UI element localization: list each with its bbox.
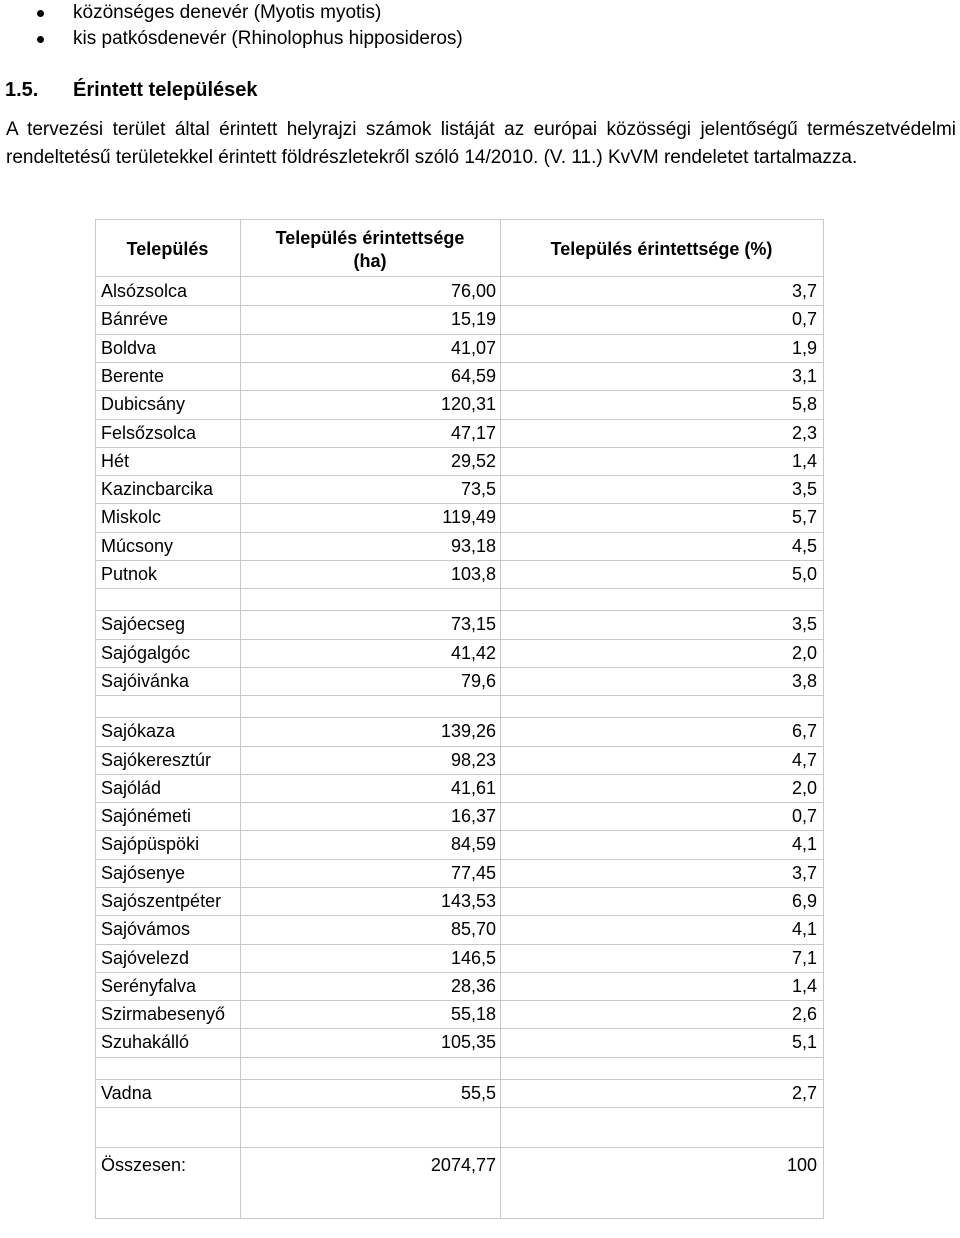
cell-area-pct: 5,8 [791, 394, 817, 414]
bullet-item [0, 26, 960, 52]
cell-area-ha: 84,59 [450, 834, 496, 854]
cell-area-pct: 3,1 [791, 366, 817, 386]
grid-line [95, 1057, 824, 1058]
cell-area-ha: 85,70 [450, 919, 496, 939]
cell-area-pct: 0,7 [791, 806, 817, 826]
cell-settlement: Miskolc [101, 507, 162, 527]
cell-area-ha: 143,53 [440, 891, 496, 911]
cell-settlement: Sajólád [101, 778, 162, 798]
grid-line [95, 1147, 824, 1148]
header-ha: Település érintettsége (ha) [275, 228, 465, 271]
cell-area-ha: 64,59 [450, 366, 496, 386]
cell-area-pct: 3,5 [791, 479, 817, 499]
grid-line [95, 560, 824, 561]
cell-area-ha: 73,5 [460, 479, 496, 499]
grid-line [95, 887, 824, 888]
cell-area-ha: 105,35 [440, 1032, 496, 1052]
bullet-dot-icon [37, 36, 44, 43]
total-cell-area-ha: 2074,77 [430, 1155, 496, 1175]
grid-line [95, 447, 824, 448]
cell-settlement: Vadna [101, 1083, 152, 1103]
cell-settlement: Bánréve [101, 309, 169, 329]
cell-area-pct: 7,1 [791, 948, 817, 968]
grid-line [95, 639, 824, 640]
grid-line [95, 532, 824, 533]
grid-line [95, 972, 824, 973]
grid-line [95, 588, 824, 589]
grid-line [95, 915, 824, 916]
header-pct: Település érintettsége (%) [550, 239, 773, 259]
cell-area-ha: 120,31 [440, 394, 496, 414]
grid-line [95, 419, 824, 420]
grid-line [95, 802, 824, 803]
grid-line [95, 1079, 824, 1080]
grid-line [95, 859, 824, 860]
cell-area-pct: 2,0 [791, 643, 817, 663]
cell-area-pct: 5,7 [791, 507, 817, 527]
cell-area-pct: 4,1 [791, 834, 817, 854]
grid-line [95, 695, 824, 696]
cell-settlement: Serényfalva [101, 976, 197, 996]
cell-settlement: Sajószentpéter [101, 891, 222, 911]
cell-area-ha: 79,6 [460, 671, 496, 691]
cell-area-ha: 55,18 [450, 1004, 496, 1024]
cell-settlement: Sajópüspöki [101, 834, 200, 854]
cell-area-ha: 139,26 [440, 721, 496, 741]
settlements-table [95, 219, 824, 1219]
cell-area-pct: 4,1 [791, 919, 817, 939]
cell-area-pct: 6,9 [791, 891, 817, 911]
cell-area-ha: 98,23 [450, 750, 496, 770]
cell-settlement: Sajónémeti [101, 806, 192, 826]
cell-area-pct: 2,0 [791, 778, 817, 798]
cell-area-ha: 47,17 [450, 423, 496, 443]
cell-area-ha: 93,18 [450, 536, 496, 556]
cell-settlement: Múcsony [101, 536, 174, 556]
grid-line [95, 1000, 824, 1001]
cell-settlement: Sajóivánka [101, 671, 190, 691]
cell-area-pct: 3,8 [791, 671, 817, 691]
bullet-dot-icon [37, 10, 44, 17]
grid-line [95, 717, 824, 718]
grid-line [95, 746, 824, 747]
cell-area-ha: 28,36 [450, 976, 496, 996]
cell-settlement: Sajógalgóc [101, 643, 191, 663]
cell-settlement: Sajókeresztúr [101, 750, 212, 770]
cell-area-ha: 103,8 [450, 564, 496, 584]
cell-area-pct: 1,4 [791, 451, 817, 471]
grid-line [95, 944, 824, 945]
cell-area-ha: 16,37 [450, 806, 496, 826]
cell-area-pct: 2,6 [791, 1004, 817, 1024]
grid-line [95, 219, 96, 1219]
grid-line [500, 219, 501, 1219]
grid-line [95, 503, 824, 504]
bullet-item [0, 0, 960, 26]
cell-area-pct: 3,7 [791, 863, 817, 883]
grid-line [95, 390, 824, 391]
cell-settlement: Boldva [101, 338, 157, 358]
cell-settlement: Dubicsány [101, 394, 186, 414]
cell-area-pct: 4,7 [791, 750, 817, 770]
total-cell-area-pct: 100 [786, 1155, 817, 1175]
cell-settlement: Sajókaza [101, 721, 176, 741]
cell-area-ha: 146,5 [450, 948, 496, 968]
cell-area-ha: 41,61 [450, 778, 496, 798]
cell-settlement: Sajóvelezd [101, 948, 190, 968]
cell-area-pct: 1,4 [791, 976, 817, 996]
cell-area-ha: 41,07 [450, 338, 496, 358]
cell-settlement: Sajóvámos [101, 919, 191, 939]
grid-line [95, 667, 824, 668]
grid-line [95, 774, 824, 775]
cell-area-ha: 55,5 [460, 1083, 496, 1103]
bullet-text: kis patkósdenevér (Rhinolophus hipposideros) [73, 28, 463, 49]
cell-area-pct: 5,1 [791, 1032, 817, 1052]
cell-settlement: Sajóecseg [101, 614, 186, 634]
cell-area-ha: 119,49 [442, 507, 496, 527]
cell-area-ha: 15,19 [450, 309, 496, 329]
cell-settlement: Szuhakálló [101, 1032, 190, 1052]
cell-settlement: Putnok [101, 564, 158, 584]
grid-line [95, 830, 824, 831]
header-name: Település [126, 239, 209, 259]
grid-line [95, 475, 824, 476]
section-number: 1.5. [5, 79, 39, 101]
cell-settlement: Alsózsolca [101, 281, 188, 301]
grid-line [95, 219, 824, 220]
total-cell-settlement: Összesen: [101, 1155, 187, 1175]
grid-line [95, 305, 824, 306]
cell-area-pct: 4,5 [791, 536, 817, 556]
cell-area-pct: 3,5 [791, 614, 817, 634]
cell-area-pct: 1,9 [791, 338, 817, 358]
cell-area-pct: 3,7 [791, 281, 817, 301]
cell-area-ha: 77,45 [450, 863, 496, 883]
cell-settlement: Berente [101, 366, 165, 386]
grid-line [95, 334, 824, 335]
cell-area-ha: 41,42 [450, 643, 496, 663]
cell-settlement: Szirmabesenyő [101, 1004, 226, 1024]
cell-settlement: Sajósenye [101, 863, 186, 883]
cell-area-ha: 29,52 [450, 451, 496, 471]
grid-line [95, 1028, 824, 1029]
cell-area-pct: 2,3 [791, 423, 817, 443]
cell-area-pct: 5,0 [791, 564, 817, 584]
grid-line [95, 1107, 824, 1108]
grid-line [95, 610, 824, 611]
section-title: Érintett települések [73, 79, 258, 101]
grid-line [823, 219, 824, 1219]
grid-line [95, 362, 824, 363]
intro-paragraph: A tervezési terület által érintett helyrajzi számok listáját az európai közösségi jelentőségű természetvédelmi rendeltetésű területekkel érintett földrészletekről szóló 14/2010. (V. 11.) KvVM rendeletet tartalmazza. [6, 119, 956, 168]
bullet-text: közönséges denevér (Myotis myotis) [73, 2, 382, 23]
grid-line [240, 219, 241, 1219]
cell-settlement: Felsőzsolca [101, 423, 197, 443]
cell-settlement: Hét [101, 451, 130, 471]
cell-area-pct: 0,7 [791, 309, 817, 329]
cell-area-ha: 76,00 [450, 281, 496, 301]
cell-area-pct: 2,7 [791, 1083, 817, 1103]
cell-area-ha: 73,15 [450, 614, 496, 634]
cell-settlement: Kazincbarcika [101, 479, 214, 499]
cell-area-pct: 6,7 [791, 721, 817, 741]
grid-line [95, 1218, 824, 1219]
